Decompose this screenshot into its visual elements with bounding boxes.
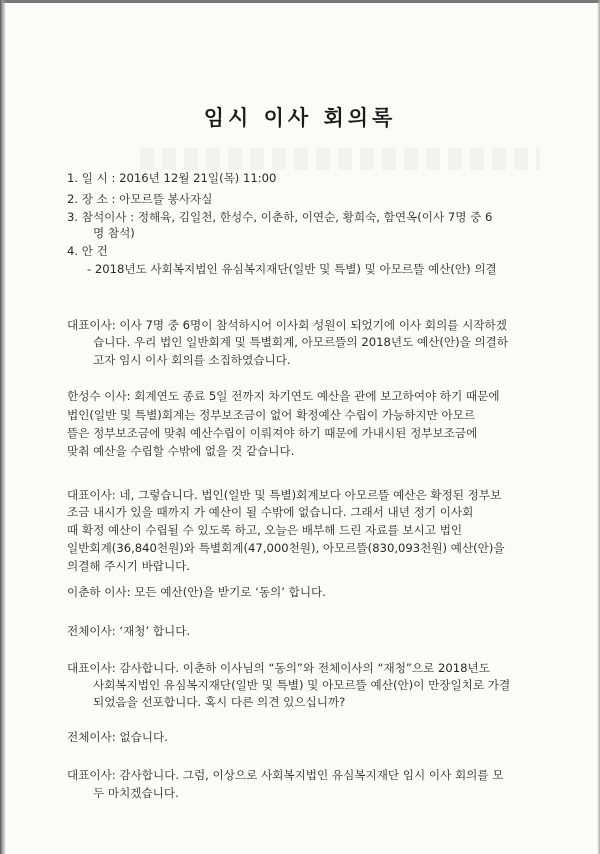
body-line: 대표이사: 감사합니다. 그럼, 이상으로 사회복지법인 유심복지재단 임시 이사 회의를 모 — [67, 768, 504, 782]
body-line: 되었음을 선포합니다. 혹시 다른 의견 있으십니까? — [93, 695, 346, 709]
body-line: 전체이사: ‘재청’ 합니다. — [67, 624, 191, 638]
body-line: 두 마치겠습니다. — [93, 786, 179, 800]
body-line: 이춘하 이사: 모든 예산(안)을 받기로 ‘동의’ 합니다. — [67, 585, 326, 599]
header-attendees-cont: 명 참석) — [93, 226, 135, 240]
body-line: 한성수 이사: 회계연도 종료 5일 전까지 차기연도 예산을 관에 보고하여야 하기 때문에 — [67, 389, 500, 403]
body-line: 대표이사: 감사합니다. 이춘하 이사님의 “동의”와 전체이사의 “재청”으로 2018년도 — [67, 661, 490, 675]
body-line: 때 확정 예산이 수립될 수 있도록 하고, 오늘은 배부해 드린 자료를 보시고 법인 — [67, 523, 463, 537]
header-attendees: 3. 참석이사 : 정해육, 김일천, 한성수, 이춘하, 이연순, 황희숙, 함연옥(이사 7명 중 6 — [67, 210, 493, 224]
body-line: 맞춰 예산을 수립할 수밖에 없을 것 같습니다. — [67, 444, 295, 458]
header-agenda-item: - 2018년도 사회복지법인 유심복지재단(일반 및 특별) 및 아모르뜰 예산(안) 의결 — [87, 262, 497, 276]
body-line: 대표이사: 네, 그렇습니다. 법인(일반 및 특별)회계보다 아모르뜰 예산은 확정된 정부보 — [67, 488, 502, 502]
header-place: 2. 장 소 : 아모르뜰 봉사자실 — [67, 192, 213, 206]
document-title: 임시 이사 회의록 — [203, 106, 397, 130]
header-agenda: 4. 안 건 — [67, 244, 108, 258]
body-line: 습니다. 우리 법인 일반회계 및 특별회계, 아모르뜰의 2018년도 예산(안)을 의결하 — [93, 335, 509, 349]
header-date: 1. 일 시 : 2016년 12월 21일(목) 11:00 — [67, 171, 277, 185]
scan-edge-top — [0, 0, 600, 3]
body-line: 일반회계(36,840천원)와 특별회계(47,000천원), 아모르뜰(830,093천원) 예산(안)을 — [67, 541, 505, 555]
body-line: 의결해 주시기 바랍니다. — [67, 559, 191, 573]
bleed-through-shadow — [140, 148, 540, 170]
body-line: 사회복지법인 유심복지재단(일반 및 특별) 및 아모르뜰 예산(안)이 만장일치로 가결 — [93, 678, 511, 692]
body-line: 조금 내시가 있을 때까지 가 예산이 될 수밖에 없습니다. 그래서 내년 정기 이사회 — [67, 505, 474, 519]
body-line: 대표이사: 이사 7명 중 6명이 참석하시어 이사회 성원이 되었기에 이사 회의를 시작하겠 — [67, 318, 507, 332]
body-line: 법인(일반 및 특별)회계는 정부보조금이 없어 확정예산 수립이 가능하지만 아모르 — [67, 408, 476, 422]
body-line: 전체이사: 없습니다. — [67, 730, 168, 744]
body-line: 뜰은 정부보조금에 맞춰 예산수립이 이뤄져야 하기 때문에 가내시된 정부보조금에 — [67, 426, 478, 440]
body-line: 고자 임시 이사 회의를 소집하였습니다. — [93, 353, 291, 367]
